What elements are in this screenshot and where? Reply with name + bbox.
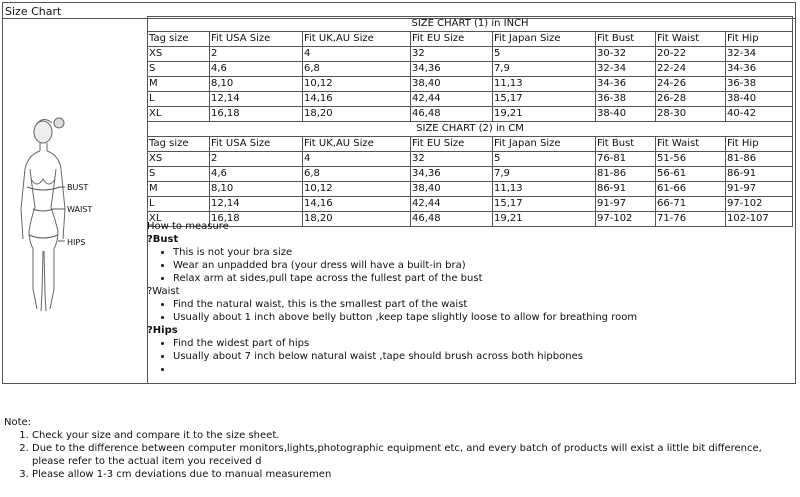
- inch-table-cell: 30-32: [596, 47, 656, 62]
- cm-table-cell: 66-71: [656, 197, 726, 212]
- cm-table-cell: 14,16: [303, 197, 411, 212]
- cm-table-cell: 97-102: [596, 212, 656, 227]
- cm-table-cell: 81-86: [596, 167, 656, 182]
- list-item: • Wear an unpadded bra (your dress will have a built-in bra): [173, 259, 792, 272]
- inch-table-cell: 7,9: [493, 62, 596, 77]
- waist-heading: ?Waist: [147, 286, 180, 297]
- inch-header-cell: Fit Hip: [726, 32, 793, 47]
- cm-table-cell: 51-56: [656, 152, 726, 167]
- inch-table-cell: 34-36: [596, 77, 656, 92]
- cm-table-cell: 102-107: [726, 212, 793, 227]
- body-figure-cell: [3, 19, 148, 383]
- cm-table-cell: 4: [303, 152, 411, 167]
- list-item: • Usually about 7 inch below natural waist ,tape should brush across both hipbones: [173, 350, 792, 363]
- inch-header-cell: Fit Bust: [596, 32, 656, 47]
- cm-table-cell: 56-61: [656, 167, 726, 182]
- cm-table-cell: 38,40: [411, 182, 493, 197]
- inch-table-cell: 20-22: [656, 47, 726, 62]
- inch-table-cell: M: [148, 77, 210, 92]
- inch-table-cell: XS: [148, 47, 210, 62]
- inch-table-cell: 12,14: [210, 92, 303, 107]
- cm-header-row: [148, 137, 793, 152]
- cm-table-cell: 42,44: [411, 197, 493, 212]
- cm-table-row: [148, 197, 793, 212]
- inch-table-cell: L: [148, 92, 210, 107]
- cm-table-cell: 8,10: [210, 182, 303, 197]
- inch-table-cell: 38-40: [596, 107, 656, 122]
- cm-table-cell: 10,12: [303, 182, 411, 197]
- inch-table-row: [148, 62, 793, 77]
- cm-table-cell: 4,6: [210, 167, 303, 182]
- inch-header-cell: Fit USA Size: [210, 32, 303, 47]
- size-chart-caption: Size Chart: [5, 5, 62, 18]
- inch-header-cell: Fit UK,AU Size: [303, 32, 411, 47]
- inch-table-cell: 32: [411, 47, 493, 62]
- cm-table-row: [148, 167, 793, 182]
- hips-label: HIPS: [67, 238, 86, 247]
- inch-table-cell: 34,36: [411, 62, 493, 77]
- cm-table-cell: 18,20: [303, 212, 411, 227]
- cm-table-cell: 19,21: [493, 212, 596, 227]
- cm-table-cell: 12,14: [210, 197, 303, 212]
- inch-table-cell: 8,10: [210, 77, 303, 92]
- inch-header-cell: Fit Japan Size: [493, 32, 596, 47]
- inch-table-cell: 46,48: [411, 107, 493, 122]
- notes-list: [4, 429, 794, 481]
- cm-table-cell: M: [148, 182, 210, 197]
- list-item: • This is not your bra size: [173, 246, 792, 259]
- inch-table-cell: 18,20: [303, 107, 411, 122]
- cm-header-cell: Fit UK,AU Size: [303, 137, 411, 152]
- bust-heading: ?Bust: [147, 234, 179, 245]
- list-item: • Relax arm at sides,pull tape across the fullest part of the bust: [173, 272, 792, 285]
- hips-list: [147, 337, 792, 376]
- inch-table-cell: 15,17: [493, 92, 596, 107]
- cm-table-cell: 46,48: [411, 212, 493, 227]
- waist-label: WAIST: [67, 205, 93, 214]
- cm-table-cell: 15,17: [493, 197, 596, 212]
- note-item: 3. Please allow 1-3 cm deviations due to manual measuremen: [32, 468, 794, 481]
- inch-table-cell: 34-36: [726, 62, 793, 77]
- cm-header-cell: Tag size: [148, 137, 210, 152]
- inch-table-cell: 16,18: [210, 107, 303, 122]
- list-item: • Find the widest part of hips: [173, 337, 792, 350]
- list-item: • Usually about 1 inch above belly button ,keep tape slightly loose to allow for breathing room: [173, 311, 792, 324]
- inch-table-cell: S: [148, 62, 210, 77]
- cm-table-cell: 32: [411, 152, 493, 167]
- cm-table-cell: 5: [493, 152, 596, 167]
- note-item: 1. Check your size and compare it to the size sheet.: [32, 429, 794, 442]
- bust-label: BUST: [67, 183, 89, 192]
- inch-table-cell: 11,13: [493, 77, 596, 92]
- cm-table-cell: 11,13: [493, 182, 596, 197]
- cm-table-row: [148, 182, 793, 197]
- inch-table-cell: 32-34: [726, 47, 793, 62]
- inch-table-cell: 42,44: [411, 92, 493, 107]
- list-item: • Find the natural waist, this is the smallest part of the waist: [173, 298, 792, 311]
- cm-header-cell: Fit USA Size: [210, 137, 303, 152]
- cm-table-cell: 7,9: [493, 167, 596, 182]
- inch-table-cell: 14,16: [303, 92, 411, 107]
- cm-table-cell: L: [148, 197, 210, 212]
- cm-table-cell: 2: [210, 152, 303, 167]
- inch-table-row: [148, 47, 793, 62]
- inch-table-cell: 19,21: [493, 107, 596, 122]
- inch-header-cell: Fit Waist: [656, 32, 726, 47]
- inch-table-cell: 38-40: [726, 92, 793, 107]
- inch-table-cell: 40-42: [726, 107, 793, 122]
- cm-table-row: [148, 152, 793, 167]
- inch-table-cell: 32-34: [596, 62, 656, 77]
- inch-table-cell: 10,12: [303, 77, 411, 92]
- note-item: 2. Due to the difference between computer monitors,lights,photographic equipment etc, and every batch of products will exist a little bit difference, please refer to the actual item you received d: [32, 442, 794, 468]
- waist-list: [147, 298, 792, 324]
- list-item-empty: [173, 363, 792, 376]
- cm-table-cell: S: [148, 167, 210, 182]
- how-to-measure-title: How to measure: [147, 221, 229, 232]
- cm-table-cell: 34,36: [411, 167, 493, 182]
- how-to-measure-section: [147, 220, 792, 382]
- inch-table-cell: 6,8: [303, 62, 411, 77]
- notes-section: [4, 416, 794, 481]
- body-measurement-figure: [3, 19, 147, 383]
- inch-title-row: [148, 17, 793, 32]
- cm-header-cell: Fit EU Size: [411, 137, 493, 152]
- inch-header-row: [148, 32, 793, 47]
- cm-table-cell: 97-102: [726, 197, 793, 212]
- bust-list: [147, 246, 792, 285]
- inch-table-cell: 4,6: [210, 62, 303, 77]
- inch-table-row: [148, 92, 793, 107]
- hips-heading: ?Hips: [147, 325, 178, 336]
- cm-table-cell: 61-66: [656, 182, 726, 197]
- inch-table-cell: XL: [148, 107, 210, 122]
- cm-table-cell: 86-91: [596, 182, 656, 197]
- inch-header-cell: Tag size: [148, 32, 210, 47]
- cm-chart-title: SIZE CHART (2) in CM: [148, 122, 793, 137]
- cm-title-row: [148, 122, 793, 137]
- cm-header-cell: Fit Japan Size: [493, 137, 596, 152]
- cm-table-cell: XL: [148, 212, 210, 227]
- cm-table-cell: 16,18: [210, 212, 303, 227]
- inch-table-cell: 24-26: [656, 77, 726, 92]
- size-tables: [147, 16, 792, 227]
- notes-title: Note:: [4, 417, 32, 428]
- inch-table-cell: 5: [493, 47, 596, 62]
- cm-header-cell: Fit Hip: [726, 137, 793, 152]
- cm-table-cell: 6,8: [303, 167, 411, 182]
- cm-header-cell: Fit Waist: [656, 137, 726, 152]
- cm-table-cell: 91-97: [596, 197, 656, 212]
- inch-table-cell: 36-38: [596, 92, 656, 107]
- cm-table-cell: 81-86: [726, 152, 793, 167]
- cm-table-cell: 91-97: [726, 182, 793, 197]
- inch-table-cell: 4: [303, 47, 411, 62]
- inch-header-cell: Fit EU Size: [411, 32, 493, 47]
- inch-table-cell: 38,40: [411, 77, 493, 92]
- inch-table-cell: 22-24: [656, 62, 726, 77]
- inch-table-cell: 36-38: [726, 77, 793, 92]
- inch-chart-title: SIZE CHART (1) in INCH: [148, 17, 793, 32]
- inch-table-cell: 26-28: [656, 92, 726, 107]
- inch-table-cell: 2: [210, 47, 303, 62]
- inch-table-row: [148, 107, 793, 122]
- cm-table-cell: 71-76: [656, 212, 726, 227]
- inch-table-cell: 28-30: [656, 107, 726, 122]
- cm-header-cell: Fit Bust: [596, 137, 656, 152]
- cm-table-cell: XS: [148, 152, 210, 167]
- cm-table-cell: 76-81: [596, 152, 656, 167]
- cm-table-cell: 86-91: [726, 167, 793, 182]
- inch-table-row: [148, 77, 793, 92]
- size-chart-table: [147, 16, 793, 227]
